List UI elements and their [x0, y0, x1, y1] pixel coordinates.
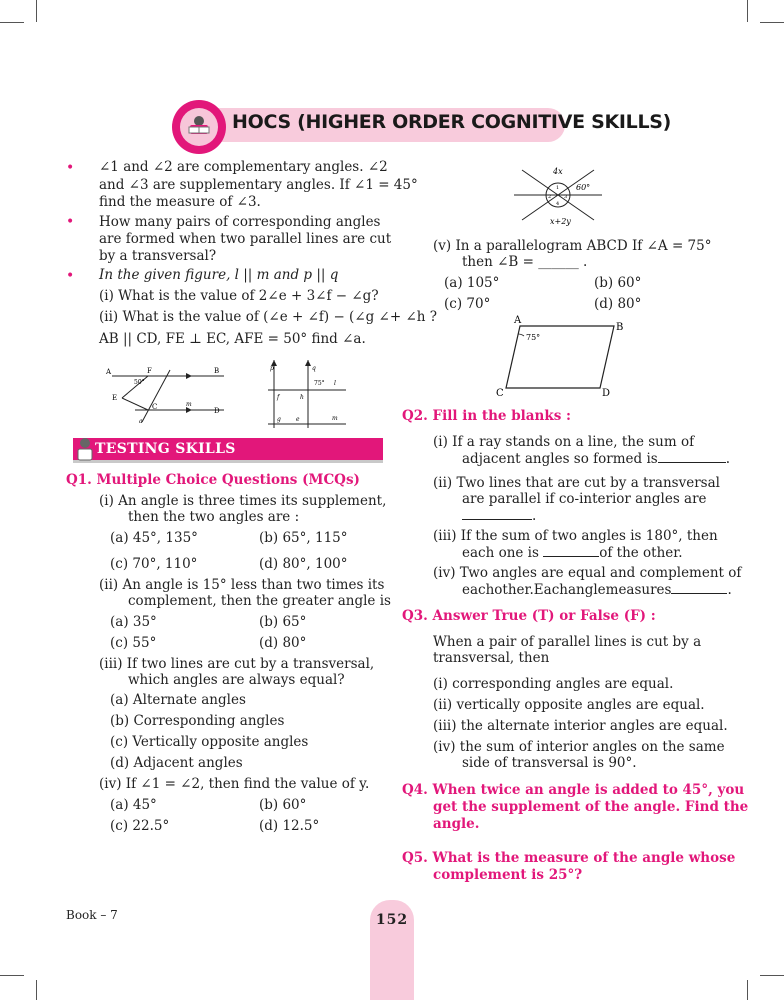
- q1-iv-line1: (iv) If ∠1 = ∠2, then find the value of y.: [99, 776, 370, 792]
- reading-student-icon: [184, 112, 214, 142]
- fig2-label: l: [334, 380, 336, 387]
- fig1-label: A: [106, 368, 112, 376]
- q2-i-line2: adjacent angles so formed is .: [462, 451, 730, 467]
- q2-heading: Q2. Fill in the blanks :: [402, 408, 571, 424]
- bullet: •: [66, 160, 75, 176]
- fig4-label: 75°: [526, 333, 541, 342]
- page-title: HOCS (HIGHER ORDER COGNITIVE SKILLS): [232, 111, 672, 133]
- q1-ii-option: (c) 55°: [110, 635, 157, 651]
- fig3-label: x+2y: [550, 217, 571, 226]
- q1-iii-option: (c) Vertically opposite angles: [110, 734, 309, 750]
- q1-iii-line2: which angles are always equal?: [128, 672, 345, 688]
- hocs-q3-part-ii: (ii) What is the value of (∠e + ∠f) − (∠g ∠+ ∠h ?: [99, 309, 438, 325]
- q2-iii-line1: (iii) If the sum of two angles is 180°, then: [433, 528, 718, 544]
- q1-iv-option: (c) 22.5°: [110, 818, 170, 834]
- fig3-label: 4: [556, 201, 560, 207]
- hocs-q3-line1: In the given figure, l || m and p || q: [99, 267, 339, 283]
- fig1-label: E: [112, 394, 118, 402]
- q2-ii-line3: .: [462, 507, 536, 525]
- q2-iii-text-a: each one is: [462, 545, 539, 561]
- q1-ii-option: (a) 35°: [110, 614, 157, 630]
- q1-ii-option: (d) 80°: [259, 635, 307, 651]
- q2-i-text: adjacent angles so formed is: [462, 451, 658, 467]
- fig4-label: B: [616, 322, 624, 333]
- q2-iv-blank[interactable]: [671, 581, 727, 594]
- q4-line3: angle.: [433, 816, 480, 832]
- fig1-label: a: [139, 418, 143, 425]
- fig1-label: C: [152, 403, 158, 411]
- q2-ii-line1: (ii) Two lines that are cut by a transversal: [433, 475, 720, 491]
- fig1-label: F: [147, 367, 152, 375]
- q5-line2: complement is 25°?: [433, 867, 583, 883]
- hocs-q1-line3: find the measure of ∠3.: [99, 194, 261, 210]
- fig2-label: h: [300, 394, 304, 401]
- figure-intersecting-lines: [508, 162, 608, 228]
- q3-item-iv-line2: side of transversal is 90°.: [462, 755, 637, 771]
- q1-iii-line1: (iii) If two lines are cut by a transversal,: [99, 656, 375, 672]
- q4-line2: get the supplement of the angle. Find the: [433, 799, 749, 815]
- q2-ii-blank[interactable]: [462, 507, 532, 520]
- fig1-label: 50°: [134, 379, 145, 386]
- hocs-q3-part-i: (i) What is the value of 2∠e + 3∠f − ∠g?: [99, 288, 379, 304]
- hocs-q2-line1: How many pairs of corresponding angles: [99, 214, 381, 230]
- q1-v-option: (b) 60°: [594, 275, 642, 291]
- q1-v-line2: then ∠B = ______ .: [462, 254, 588, 270]
- fig4-label: A: [514, 315, 522, 326]
- q3-item: (ii) vertically opposite angles are equal.: [433, 697, 705, 713]
- q3-heading: Q3. Answer True (T) or False (F) :: [402, 608, 656, 624]
- q2-ii-line2: are parallel if co-interior angles are: [462, 491, 707, 507]
- hocs-q2-line3: by a transversal?: [99, 248, 217, 264]
- q2-i-line1: (i) If a ray stands on a line, the sum of: [433, 434, 695, 450]
- q1-i-line2: then the two angles are :: [128, 509, 300, 525]
- q3-intro-line1: When a pair of parallel lines is cut by a: [433, 634, 702, 650]
- q1-v-option: (a) 105°: [444, 275, 500, 291]
- fig2-label: q: [312, 365, 316, 372]
- hocs-q1-line1: ∠1 and ∠2 are complementary angles. ∠2: [99, 159, 388, 175]
- fig2-label: m: [332, 415, 338, 422]
- fig2-label: f: [277, 394, 280, 401]
- q1-heading: Q1. Multiple Choice Questions (MCQs): [66, 472, 360, 488]
- fig3-label: 1: [556, 185, 560, 191]
- q1-v-option: (c) 70°: [444, 296, 491, 312]
- q2-i-blank[interactable]: [658, 450, 726, 463]
- fig4-label: D: [602, 388, 611, 398]
- fig3-label: 3: [564, 194, 568, 200]
- q2-iv-line2: eachother.Eachanglemeasures .: [462, 582, 732, 598]
- page-number: 152: [375, 912, 409, 928]
- fig4-label: C: [496, 388, 504, 398]
- q3-item: (iii) the alternate interior angles are equal.: [433, 718, 728, 734]
- q1-iv-option: (a) 45°: [110, 797, 157, 813]
- fig1-label: D: [214, 407, 220, 415]
- figure-parallelogram: [492, 312, 632, 398]
- bullet: •: [66, 268, 75, 284]
- crop-mark: [760, 975, 784, 976]
- crop-mark: [747, 980, 748, 1000]
- hocs-q2-line2: are formed when two parallel lines are cut: [99, 231, 392, 247]
- q1-v-option: (d) 80°: [594, 296, 642, 312]
- q1-iv-option: (b) 60°: [259, 797, 307, 813]
- testing-skills-heading: TESTING SKILLS: [95, 441, 236, 457]
- q3-intro-line2: transversal, then: [433, 650, 550, 666]
- q4-line1: Q4. When twice an angle is added to 45°, you: [402, 782, 745, 798]
- q1-ii-line1: (ii) An angle is 15° less than two times its: [99, 577, 385, 593]
- crop-mark: [36, 0, 37, 22]
- hocs-q1-line2: and ∠3 are supplementary angles. If ∠1 = 45°: [99, 177, 418, 193]
- q1-iii-option: (b) Corresponding angles: [110, 713, 285, 729]
- bullet: •: [66, 214, 75, 230]
- fig2-label: p: [270, 365, 274, 372]
- q1-i-option: (d) 80°, 100°: [259, 556, 348, 572]
- q2-iii-line2: [462, 544, 683, 562]
- crop-mark: [36, 980, 37, 1000]
- fig1-label: m: [186, 401, 192, 408]
- q1-iii-option: (a) Alternate angles: [110, 692, 246, 708]
- q1-v-line1: (v) In a parallelogram ABCD If ∠A = 75°: [433, 238, 712, 254]
- q1-i-option: (b) 65°, 115°: [259, 530, 348, 546]
- fig3-label: 2: [548, 194, 552, 200]
- figure-parallel-lines-lm-pq: [262, 354, 352, 432]
- q2-iii-blank[interactable]: [543, 544, 599, 557]
- crop-mark: [0, 975, 24, 976]
- q1-i-line1: (i) An angle is three times its supplement,: [99, 493, 387, 509]
- fig3-label: 60°: [576, 183, 591, 192]
- q2-iv-line1: (iv) Two angles are equal and complement of: [433, 565, 742, 581]
- q2-iv-text: eachother.Eachanglemeasures: [462, 582, 672, 598]
- q1-iii-option: (d) Adjacent angles: [110, 755, 243, 771]
- crop-mark: [747, 0, 748, 22]
- fig2-label: e: [296, 416, 300, 423]
- q1-ii-line2: complement, then the greater angle is: [128, 593, 391, 609]
- fig2-label: 75°: [314, 380, 325, 387]
- q3-item: (i) corresponding angles are equal.: [433, 676, 674, 692]
- crop-mark: [760, 22, 784, 23]
- crop-mark: [0, 22, 24, 23]
- fig2-label: g: [277, 416, 281, 423]
- footer-book-label: Book – 7: [66, 908, 118, 922]
- hocs-q3-part-iii: AB || CD, FE ⊥ EC, AFE = 50° find ∠a.: [99, 331, 366, 347]
- q1-iv-option: (d) 12.5°: [259, 818, 320, 834]
- q1-i-option: (a) 45°, 135°: [110, 530, 198, 546]
- q1-ii-option: (b) 65°: [259, 614, 307, 630]
- q1-i-option: (c) 70°, 110°: [110, 556, 198, 572]
- figure-parallel-lines-ab-cd: [100, 362, 230, 430]
- student-icon: [74, 436, 96, 462]
- q5-line1: Q5. What is the measure of the angle whose: [402, 850, 736, 866]
- q3-item: (iv) the sum of interior angles on the same: [433, 739, 725, 755]
- fig3-label: 4x: [553, 167, 563, 176]
- q2-iii-text-b: of the other.: [599, 545, 683, 561]
- fig1-label: B: [214, 367, 220, 375]
